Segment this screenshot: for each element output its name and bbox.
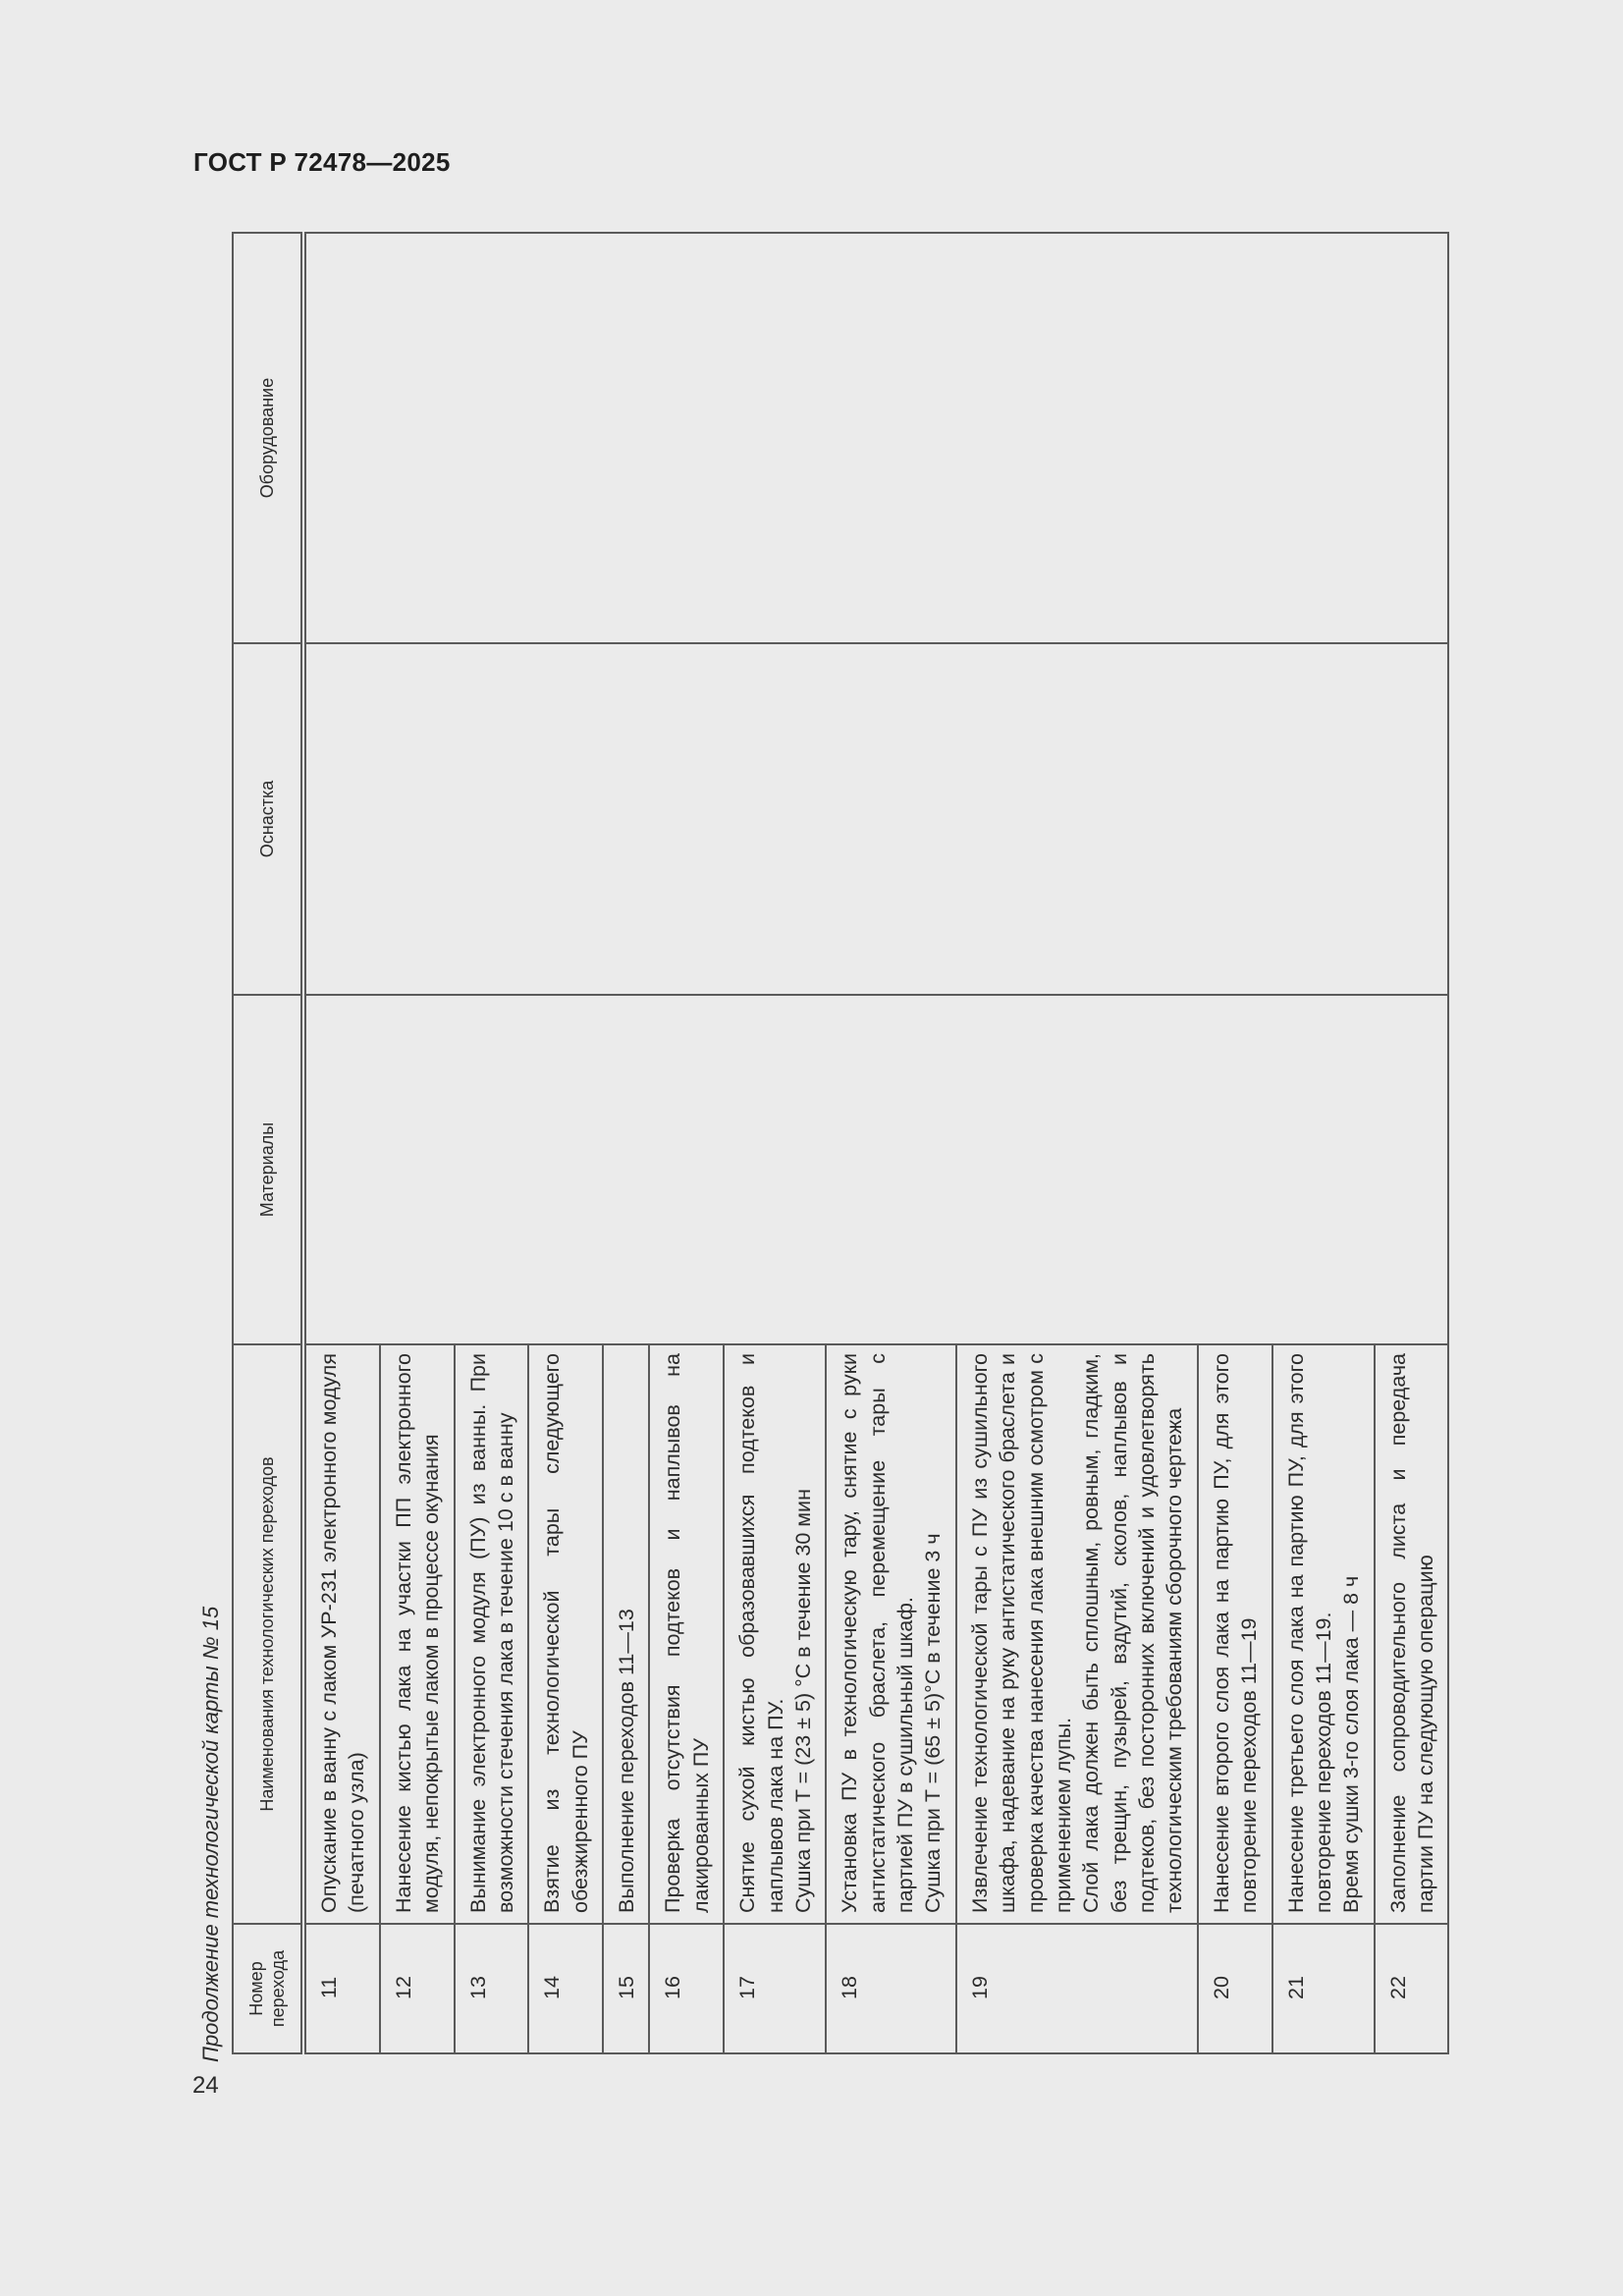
row-description [724,1344,826,1924]
description-line: Нанесение второго слоя лака на партию ПУ, для этого повторение переходов 11—19 [1209,1353,1262,1913]
page-number: 24 [192,2072,219,2099]
row-description [1375,1344,1449,1924]
row-description [528,1344,603,1924]
empty-tooling-cell [303,643,1448,995]
rotated-table-container [232,234,1500,2054]
description-line: Заполнение сопроводительного листа и передача партии ПУ на следующую операцию [1385,1353,1437,1913]
row-number: 20 [1198,1924,1272,2053]
empty-materials-cell [303,995,1448,1344]
description-line: Сушка при T = (23 ± 5) °C в течение 30 мин [790,1489,815,1913]
description-line: Снятие сухой кистью образовавшихся подтеков и наплывов лака на ПУ. [735,1353,787,1913]
row-description [956,1344,1198,1924]
tech-card-table [232,232,1449,2054]
row-number: 11 [303,1924,380,2053]
row-number: 12 [380,1924,455,2053]
row-number: 21 [1272,1924,1375,2053]
row-description [826,1344,956,1924]
row-description [303,1344,380,1924]
row-number: 22 [1375,1924,1449,2053]
description-line: Вынимание электронного модуля (ПУ) из ванны. При возможности стечения лака в течение 10 с в ванну [465,1353,517,1913]
description-line: Извлечение технологической тары с ПУ из сушильного шкафа, надевание на руку антистатического браслета и проверка качества нанесения лака внешним осмотром с применением лупы. [967,1353,1075,1913]
row-number: 17 [724,1924,826,2053]
row-number: 13 [455,1924,529,2053]
description-line: Взятие из технологической тары следующего обезжиренного ПУ [540,1353,592,1913]
row-number: 19 [956,1924,1198,2053]
empty-equipment-cell [303,233,1448,643]
description-line: Опускание в ванну с лаком УР-231 электронного модуля (печатного узла) [317,1353,369,1913]
header-materials: Материалы [233,995,303,1344]
description-line: Нанесение кистью лака на участки ПП электронного модуля, непокрытые лаком в процессе окунания [391,1353,444,1913]
table-row [303,233,380,2053]
description-line: Сушка при T = (65 ± 5)°C в течение 3 ч [921,1533,946,1913]
description-line: Выполнение переходов 11—13 [615,1609,638,1913]
table-body [303,233,1448,2053]
description-line: Слой лака должен быть сплошным, ровным, гладким, без трещин, пузырей, вздутий, сколов, наплывов и подтеков, без посторонних включений и удовлетворять технологическим требованиям сборочного чертежа [1079,1353,1187,1913]
header-number: Номер перехода [233,1924,303,2053]
description-line: Время сушки 3-го слоя лака — 8 ч [1339,1575,1364,1913]
table-header-row [233,233,303,2053]
row-description [1272,1344,1375,1924]
header-tooling: Оснастка [233,643,303,995]
description-line: Нанесение третьего слоя лака на партию ПУ, для этого повторение переходов 11—19. [1283,1353,1335,1913]
description-line: Проверка отсутствия подтеков и наплывов на лакированных ПУ [661,1353,713,1913]
row-number: 16 [649,1924,724,2053]
document-header: ГОСТ Р 72478—2025 [193,147,451,177]
header-equipment: Оборудование [233,233,303,643]
row-description [455,1344,529,1924]
row-description [649,1344,724,1924]
header-name: Наименования технологических переходов [233,1344,303,1924]
table-caption: Продолжение технологической карты № 15 [198,1606,223,2062]
row-number: 15 [603,1924,649,2053]
row-description [380,1344,455,1924]
caption-container [191,1532,231,2062]
row-description [1198,1344,1272,1924]
row-number: 18 [826,1924,956,2053]
row-number: 14 [528,1924,603,2053]
row-description [603,1344,649,1924]
description-line: Установка ПУ в технологическую тару, снятие с руки антистатического браслета, перемещение тары с партией ПУ в сушильный шкаф. [838,1353,917,1913]
